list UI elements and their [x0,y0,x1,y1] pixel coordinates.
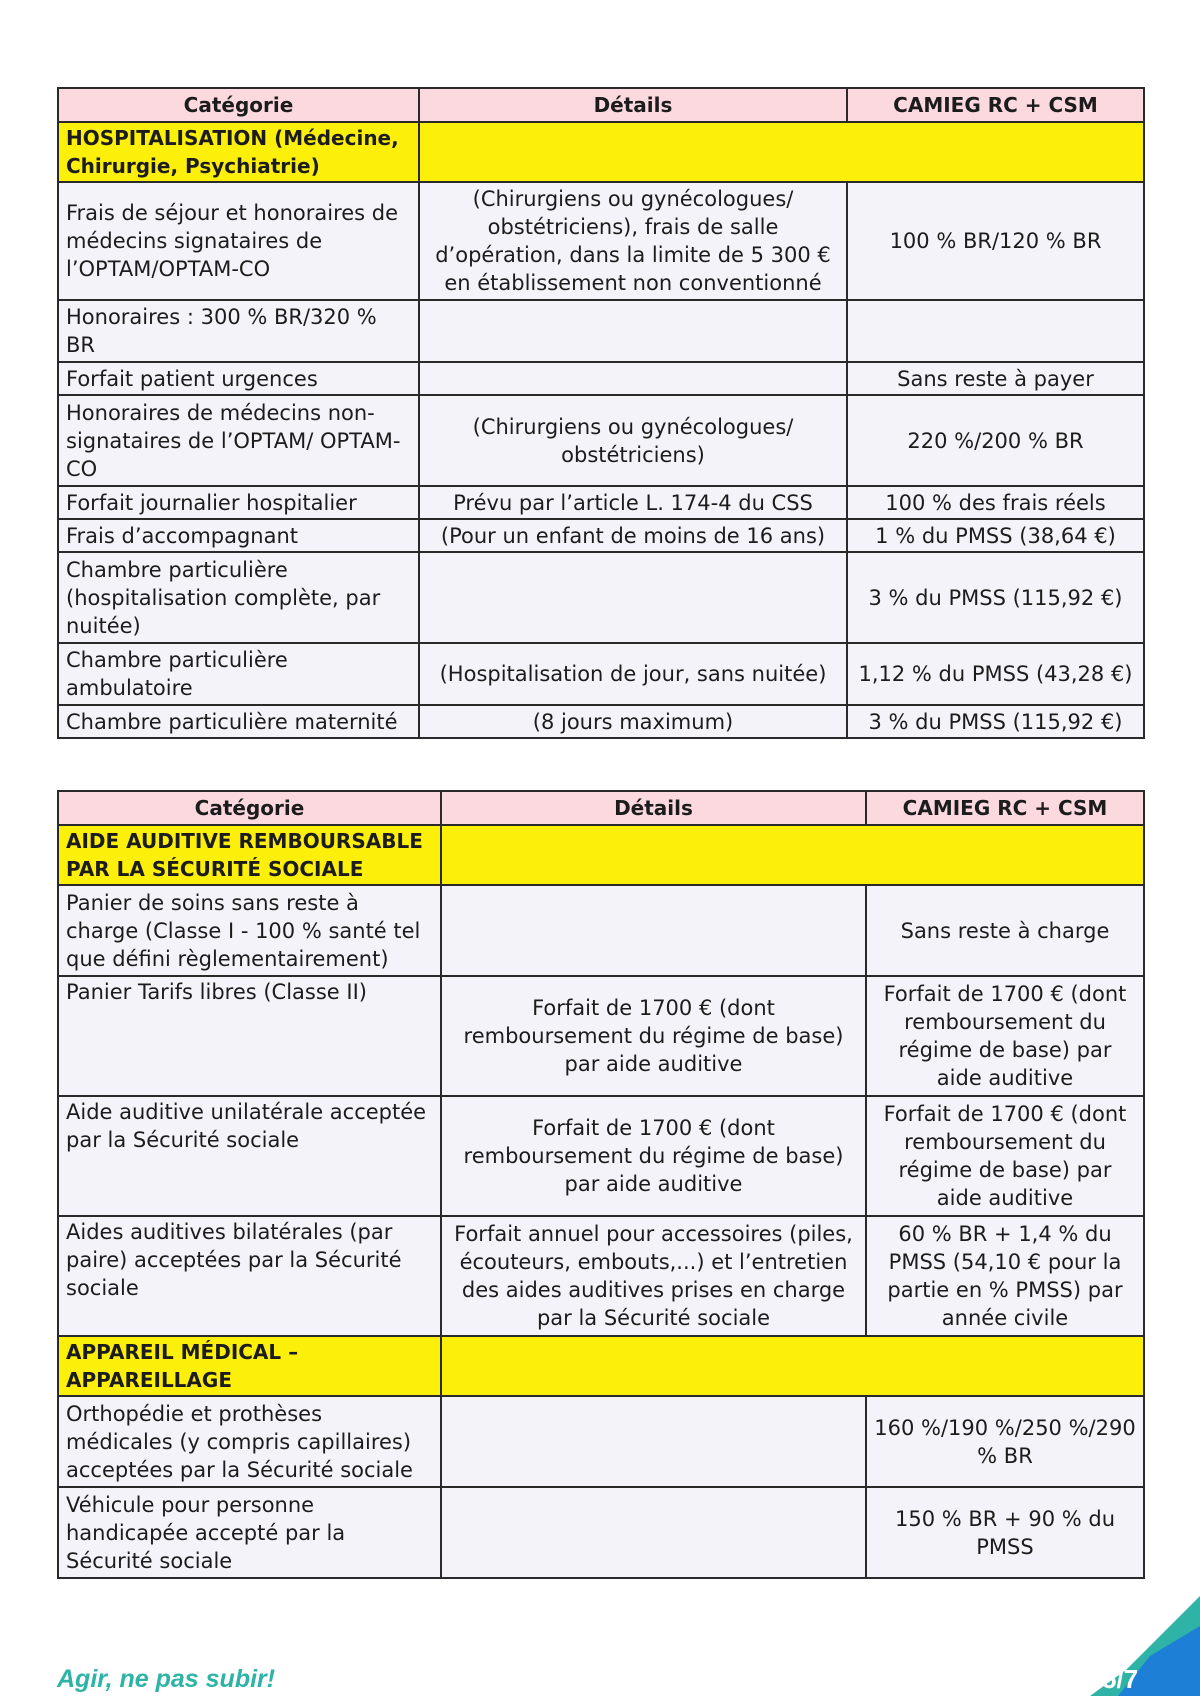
table-row [58,885,1144,976]
row-coverage [847,300,1144,362]
section-row-appareillage [58,1336,1144,1396]
table-row [58,705,1144,738]
row-coverage: Forfait de 1700 € (dont remboursement du régime de base) par aide auditive [866,1096,1144,1216]
row-details: (Chirurgiens ou gynécologues/ obstétriciens) [419,395,847,486]
row-category: Forfait patient urgences [58,362,419,395]
row-details: (Hospitalisation de jour, sans nuitée) [419,643,847,705]
row-details: Forfait annuel pour accessoires (piles, écouteurs, embouts,...) et l’entretien des aides auditives prises en charge par la Sécurité sociale [441,1216,866,1336]
row-category: Véhicule pour personne handicapée accepté par la Sécurité sociale [58,1487,441,1578]
row-category: Panier Tarifs libres (Classe II) [58,976,441,1096]
row-details [419,300,847,362]
row-coverage: Sans reste à payer [847,362,1144,395]
header-details: Détails [441,791,866,825]
row-category: Frais de séjour et honoraires de médecins signataires de l’OPTAM/OPTAM-CO [58,182,419,300]
section-row-aide-auditive [58,825,1144,885]
row-details [441,1396,866,1487]
section-title: APPAREIL MÉDICAL – APPAREILLAGE [58,1336,441,1396]
row-coverage: 60 % BR + 1,4 % du PMSS (54,10 € pour la partie en % PMSS) par année civile [866,1216,1144,1336]
row-category: Aide auditive unilatérale acceptée par la Sécurité sociale [58,1096,441,1216]
row-category: Forfait journalier hospitalier [58,486,419,519]
row-coverage: 150 % BR + 90 % du PMSS [866,1487,1144,1578]
row-coverage: 220 %/200 % BR [847,395,1144,486]
row-details [441,885,866,976]
table-row [58,552,1144,643]
section-filler [441,825,1144,885]
row-coverage: 3 % du PMSS (115,92 €) [847,705,1144,738]
row-category: Chambre particulière ambulatoire [58,643,419,705]
row-details: (8 jours maximum) [419,705,847,738]
row-category: Chambre particulière maternité [58,705,419,738]
table-header-row [58,791,1144,825]
table-row [58,182,1144,300]
row-category: Panier de soins sans reste à charge (Classe I - 100 % santé tel que défini règlementairement) [58,885,441,976]
row-details: Forfait de 1700 € (dont remboursement du régime de base) par aide auditive [441,976,866,1096]
table-row [58,976,1144,1096]
table-row [58,1216,1144,1336]
row-details: Prévu par l’article L. 174-4 du CSS [419,486,847,519]
aides-auditives-table [57,790,1145,1579]
section-filler [441,1336,1144,1396]
page-number: 5/7 [1102,1664,1139,1694]
row-details [441,1487,866,1578]
table-row [58,300,1144,362]
row-category: Frais d’accompagnant [58,519,419,552]
row-details [419,552,847,643]
row-coverage: 160 %/190 %/250 %/290 % BR [866,1396,1144,1487]
header-details: Détails [419,88,847,122]
row-coverage: 100 % des frais réels [847,486,1144,519]
table-row [58,1487,1144,1578]
row-category: Honoraires : 300 % BR/320 % BR [58,300,419,362]
header-coverage: CAMIEG RC + CSM [847,88,1144,122]
row-coverage: 100 % BR/120 % BR [847,182,1144,300]
section-title: HOSPITALISATION (Médecine, Chirurgie, Psychiatrie) [58,122,419,182]
row-details: Forfait de 1700 € (dont remboursement du régime de base) par aide auditive [441,1096,866,1216]
header-coverage: CAMIEG RC + CSM [866,791,1144,825]
row-category: Chambre particulière (hospitalisation complète, par nuitée) [58,552,419,643]
table-row [58,395,1144,486]
row-category: Honoraires de médecins non-signataires de l’OPTAM/ OPTAM-CO [58,395,419,486]
section-title: AIDE AUDITIVE REMBOURSABLE PAR LA SÉCURITÉ SOCIALE [58,825,441,885]
row-coverage: Sans reste à charge [866,885,1144,976]
header-category: Catégorie [58,791,441,825]
header-category: Catégorie [58,88,419,122]
table-row [58,1396,1144,1487]
row-details: (Pour un enfant de moins de 16 ans) [419,519,847,552]
row-category: Orthopédie et prothèses médicales (y compris capillaires) acceptées par la Sécurité sociale [58,1396,441,1487]
row-category: Aides auditives bilatérales (par paire) acceptées par la Sécurité sociale [58,1216,441,1336]
corner-decoration [1000,1586,1200,1696]
row-coverage: 1 % du PMSS (38,64 €) [847,519,1144,552]
footer-slogan: Agir, ne pas subir! [57,1665,276,1693]
table-row [58,519,1144,552]
section-filler [419,122,1144,182]
table-row [58,362,1144,395]
row-coverage: 3 % du PMSS (115,92 €) [847,552,1144,643]
row-coverage: 1,12 % du PMSS (43,28 €) [847,643,1144,705]
table-row [58,643,1144,705]
section-row-hospitalisation [58,122,1144,182]
row-details: (Chirurgiens ou gynécologues/ obstétriciens), frais de salle d’opération, dans la limite de 5 300 € en établissement non conventionné [419,182,847,300]
table-row [58,1096,1144,1216]
hospitalisation-table [57,87,1145,739]
row-details [419,362,847,395]
table-row [58,486,1144,519]
row-coverage: Forfait de 1700 € (dont remboursement du régime de base) par aide auditive [866,976,1144,1096]
table-header-row [58,88,1144,122]
